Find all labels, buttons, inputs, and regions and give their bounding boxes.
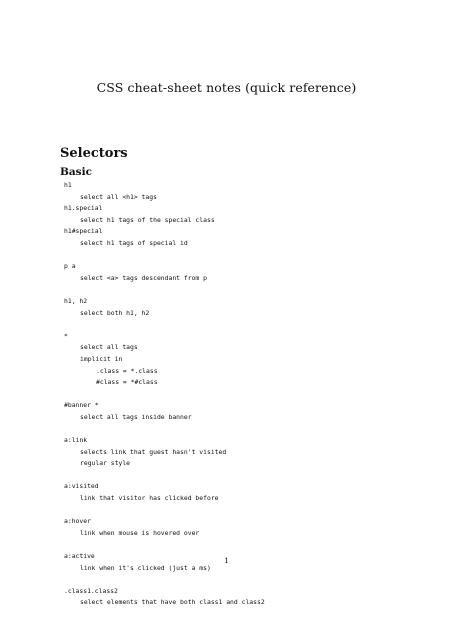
code-line: * — [64, 331, 68, 340]
blank-line — [0, 284, 453, 296]
code-line: select all tags inside banner — [80, 412, 192, 421]
code-line: #banner * — [64, 401, 99, 410]
code-line: h1 — [64, 181, 72, 189]
code-line: selects link that guest hasn't visited — [80, 447, 227, 456]
code-line: a:hover — [64, 517, 91, 526]
code-line: a:visited — [64, 482, 99, 491]
code-line: h1, h2 — [64, 296, 88, 305]
document-title: CSS cheat-sheet notes (quick reference) — [96, 80, 357, 95]
code-line: a:link — [64, 436, 88, 445]
code-line: select elements that have both class1 and class2 — [80, 598, 265, 607]
code-line: .class = *.class — [96, 366, 158, 375]
blank-line — [0, 319, 453, 331]
code-line: implicit in — [80, 354, 123, 363]
code-line: link when mouse is hovered over — [80, 528, 200, 537]
subsection-heading: Basic — [60, 166, 92, 178]
code-line: h1.special — [64, 204, 103, 213]
code-line: regular style — [80, 459, 131, 468]
code-line: select h1 tags of the special class — [80, 215, 215, 224]
code-line: link that visitor has clicked before — [80, 494, 219, 503]
blank-line — [0, 250, 453, 262]
code-line: a:active — [64, 552, 95, 560]
code-line: select all tags — [80, 343, 138, 352]
blank-line — [0, 574, 453, 586]
blank-line — [0, 539, 453, 551]
code-line: p a — [64, 262, 76, 271]
section-heading: Selectors — [60, 146, 128, 161]
code-line: .class1.class2 — [64, 586, 118, 595]
selector-notes — [0, 180, 453, 609]
code-line: select all <h1> tags — [80, 192, 157, 201]
blank-line — [0, 423, 453, 435]
code-line: link when it's clicked (just a ms) — [80, 563, 211, 572]
blank-line — [0, 470, 453, 482]
code-line: select h1 tags of special id — [80, 238, 188, 247]
page-number: 1 — [224, 556, 229, 565]
code-line: h1#special — [64, 227, 103, 236]
code-line: select <a> tags descendant from p — [80, 273, 207, 282]
blank-line — [0, 389, 453, 401]
code-line: #class = *#class — [96, 378, 158, 387]
code-line: select both h1, h2 — [80, 308, 150, 317]
blank-line — [0, 505, 453, 517]
